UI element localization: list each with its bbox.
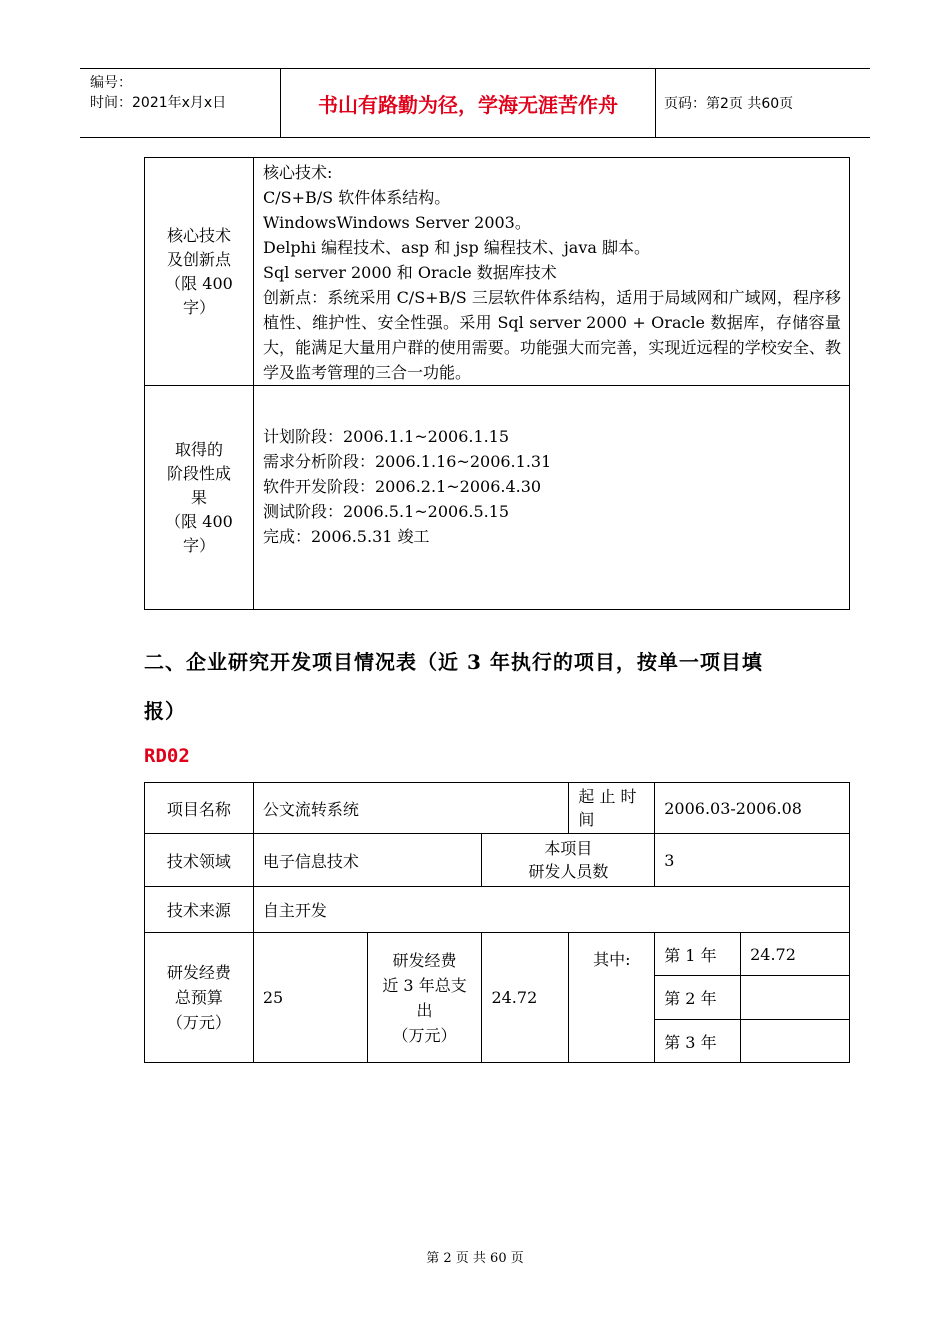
source-label: 技术来源 [145,887,254,933]
year-3-label: 第 3 年 [655,1020,741,1063]
header-number: 编号： [90,75,132,91]
stage-results-label: 取得的 阶段性成 果 （限 400 字） [145,386,254,610]
project-name-value: 公文流转系统 [253,783,569,834]
section-title: 二、企业研究开发项目情况表（近 3 年执行的项目，按单一项目填 [144,650,763,674]
table-row [145,887,850,933]
page-footer: 第 2 页 共 60 页 [426,1251,524,1266]
source-value: 自主开发 [253,887,849,933]
field-value: 电子信息技术 [253,834,482,887]
field-label: 技术领域 [145,834,254,887]
table-row [145,834,850,887]
rd-code: RD02 [144,745,190,767]
core-tech-label: 核心技术 及创新点 （限 400 字） [145,158,254,386]
budget-value: 25 [253,933,367,1063]
project-table [144,782,850,1063]
spend-label: 研发经费 近 3 年总支 出 （万元） [367,933,482,1063]
table-row [145,783,850,834]
period-label: 起 止 时 间 [569,783,655,834]
period-value: 2006.03-2006.08 [655,783,850,834]
year-1-label: 第 1 年 [655,933,741,976]
header-time: 时间：2021年x月x日 [90,95,227,111]
table-row [145,386,850,610]
section-title-cont: 报） [144,699,186,723]
table-row [145,933,850,976]
table-row [145,158,850,386]
header-meta [80,69,281,137]
project-name-label: 项目名称 [145,783,254,834]
year-1-value: 24.72 [741,933,850,976]
core-tech-content: 核心技术: C/S+B/S 软件体系结构。 WindowsWindows Server 2003。 Delphi 编程技术、asp 和 jsp 编程技术、java 脚本。 Sql server 2000 和 Oracle 数据库技术 创新点：系统采用 C/S+B/S 三层软件体系结构，适用于局域网和广域网，程序移植性、维护性、安全性强。采用 Sql server 2000 + Oracle 数据库，存储容量大，能满足大量用户群的使用需要。功能强大而完善，实现近远程的学校安全、教学及监考管理的三合一功能。 [254,158,850,386]
budget-label: 研发经费 总预算 （万元） [145,933,254,1063]
spend-value: 24.72 [482,933,569,1063]
of-which-label: 其中: [569,933,655,1063]
staff-label: 本项目 研发人员数 [482,834,655,887]
page-header [80,68,870,138]
innovation-table [144,157,850,610]
year-2-value [741,976,850,1020]
stage-results-content: 计划阶段：2006.1.1~2006.1.15 需求分析阶段：2006.1.16~2006.1.31 软件开发阶段：2006.2.1~2006.4.30 测试阶段：2006.5.1~2006.5.15 完成：2006.5.31 竣工 [254,386,850,610]
header-motto: 书山有路勤为径，学海无涯苦作舟 [281,69,656,137]
year-2-label: 第 2 年 [655,976,741,1020]
staff-value: 3 [655,834,850,887]
year-3-value [741,1020,850,1063]
header-page-number: 页码：第2页 共60页 [664,96,794,112]
